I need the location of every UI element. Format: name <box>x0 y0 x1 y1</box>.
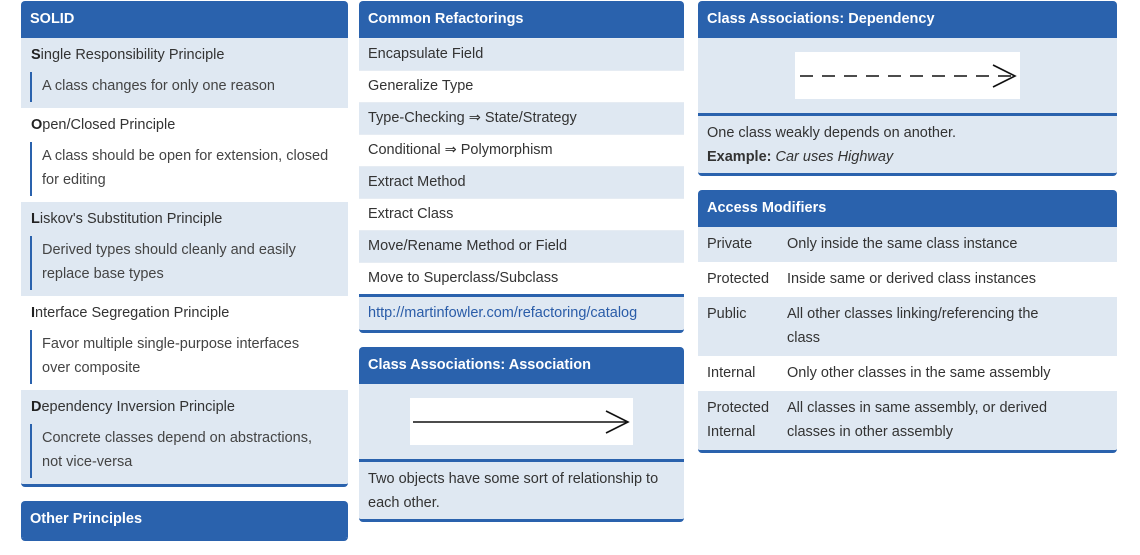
principle-description: A class changes for only one reason <box>30 72 339 102</box>
access-modifiers-title: Access Modifiers <box>698 190 1117 227</box>
principle-description: Concrete classes depend on abstractions, not vice-versa <box>30 424 339 478</box>
dependency-panel <box>698 1 1117 176</box>
principle-title: Dependency Inversion Principle <box>31 399 235 415</box>
principle-title: Interface Segregation Principle <box>31 305 230 321</box>
dependency-diagram-area <box>698 38 1117 113</box>
modifier-description: Only inside the same class instance <box>787 236 1018 252</box>
modifier-description: Only other classes in the same assembly <box>787 365 1051 381</box>
association-description: Two objects have some sort of relationship to each other. <box>359 459 684 519</box>
access-modifiers-panel <box>698 190 1117 453</box>
principle-description: A class should be open for extension, closed for editing <box>30 142 339 196</box>
dashed-arrow-icon <box>795 52 1020 99</box>
refactoring-item: Type-Checking ⇒ State/Strategy <box>359 102 684 134</box>
column-middle <box>359 1 684 536</box>
association-title: Class Associations: Association <box>359 347 684 384</box>
principle-description: Derived types should cleanly and easily replace base types <box>30 236 339 290</box>
modifier-name: Protected Internal <box>707 400 770 440</box>
principle-title: Single Responsibility Principle <box>31 47 225 63</box>
association-diagram-area <box>359 384 684 459</box>
example-label: Example: <box>707 149 772 165</box>
principle-title: Open/Closed Principle <box>31 117 176 133</box>
dependency-example <box>707 145 1108 169</box>
modifier-name: Public <box>707 306 747 322</box>
column-right <box>698 1 1117 467</box>
solid-item-o <box>21 108 348 202</box>
dependency-diagram <box>795 52 1020 99</box>
solid-panel <box>21 1 348 487</box>
refactoring-item: Conditional ⇒ Polymorphism <box>359 134 684 166</box>
solid-item-l <box>21 202 348 296</box>
other-principles-panel <box>21 501 348 541</box>
modifier-description: All other classes linking/referencing the class <box>787 306 1039 346</box>
refactoring-item: Move/Rename Method or Field <box>359 230 684 262</box>
solid-item-d <box>21 390 348 484</box>
access-modifier-row <box>698 227 1117 262</box>
association-diagram <box>410 398 633 445</box>
solid-item-s <box>21 38 348 108</box>
access-modifier-row <box>698 356 1117 391</box>
access-modifier-row <box>698 262 1117 297</box>
refactorings-panel <box>359 1 684 333</box>
modifier-description: All classes in same assembly, or derived classes in other assembly <box>787 400 1048 440</box>
refactorings-title: Common Refactorings <box>359 1 684 38</box>
modifier-name: Private <box>707 236 753 252</box>
principle-description: Favor multiple single-purpose interfaces over composite <box>30 330 339 384</box>
access-modifier-row <box>698 297 1117 356</box>
solid-arrow-icon <box>410 398 633 445</box>
modifier-name: Protected <box>707 271 770 287</box>
modifier-description: Inside same or derived class instances <box>787 271 1037 287</box>
modifier-name: Internal <box>707 365 756 381</box>
access-modifier-row <box>698 391 1117 450</box>
principle-title: Liskov's Substitution Principle <box>31 211 223 227</box>
dependency-title: Class Associations: Dependency <box>698 1 1117 38</box>
example-text: Car uses Highway <box>775 149 894 165</box>
refactoring-item: Extract Method <box>359 166 684 198</box>
dependency-desc-text: One class weakly depends on another. <box>707 125 957 141</box>
refactoring-item: Move to Superclass/Subclass <box>359 262 684 294</box>
solid-item-i <box>21 296 348 390</box>
solid-title: SOLID <box>21 1 348 38</box>
column-left <box>21 1 348 555</box>
dependency-description <box>698 113 1117 173</box>
refactoring-catalog-link[interactable]: http://martinfowler.com/refactoring/catalog <box>359 294 684 330</box>
refactoring-item: Encapsulate Field <box>359 38 684 70</box>
refactoring-item: Extract Class <box>359 198 684 230</box>
other-principles-title: Other Principles <box>21 501 348 538</box>
refactoring-item: Generalize Type <box>359 70 684 102</box>
association-panel <box>359 347 684 522</box>
